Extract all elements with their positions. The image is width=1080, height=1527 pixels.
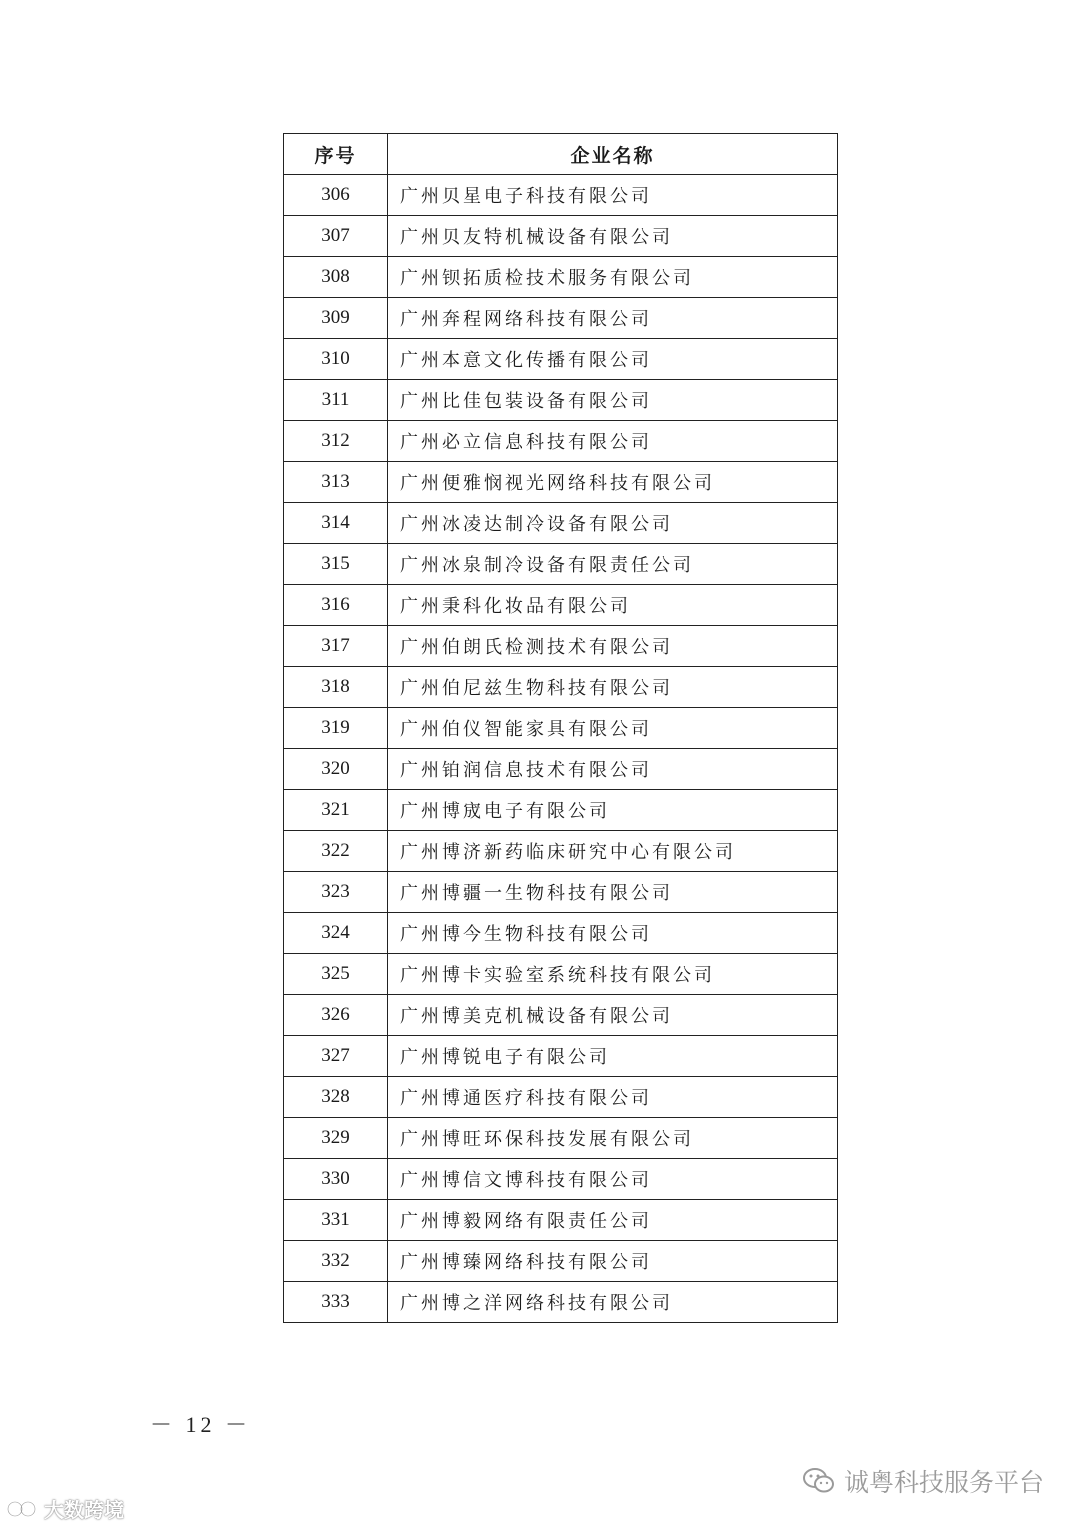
serial-number-cell: 332 [284, 1241, 388, 1282]
serial-number-cell: 326 [284, 995, 388, 1036]
corner-logo-text: 大数跨境 [44, 1498, 124, 1522]
table-row [284, 1200, 838, 1241]
serial-number-cell: 312 [284, 421, 388, 462]
table-row [284, 462, 838, 503]
table-row [284, 790, 838, 831]
serial-number-cell: 321 [284, 790, 388, 831]
table-row [284, 1282, 838, 1323]
enterprise-name-cell: 广州比佳包装设备有限公司 [388, 380, 838, 421]
serial-number-cell: 307 [284, 216, 388, 257]
serial-number-cell: 311 [284, 380, 388, 421]
serial-number-cell: 322 [284, 831, 388, 872]
table-row [284, 298, 838, 339]
enterprise-table [283, 133, 838, 1323]
serial-number-cell: 308 [284, 257, 388, 298]
table-row [284, 626, 838, 667]
enterprise-name-cell: 广州博毅网络有限责任公司 [388, 1200, 838, 1241]
watermark-text: 诚粤科技服务平台 [843, 1468, 1044, 1497]
watermark [802, 1463, 1044, 1499]
serial-number-cell: 328 [284, 1077, 388, 1118]
serial-number-cell: 318 [284, 667, 388, 708]
enterprise-name-cell: 广州贝星电子科技有限公司 [388, 175, 838, 216]
serial-number-cell: 310 [284, 339, 388, 380]
enterprise-name-cell: 广州贝友特机械设备有限公司 [388, 216, 838, 257]
serial-number-cell: 316 [284, 585, 388, 626]
table-row [284, 1118, 838, 1159]
enterprise-name-cell: 广州博疆一生物科技有限公司 [388, 872, 838, 913]
enterprise-name-cell: 广州博臻网络科技有限公司 [388, 1241, 838, 1282]
serial-number-cell: 314 [284, 503, 388, 544]
table-row [284, 667, 838, 708]
table-header-row [284, 134, 838, 175]
enterprise-name-cell: 广州钡拓质检技术服务有限公司 [388, 257, 838, 298]
table-row [284, 544, 838, 585]
enterprise-name-cell: 广州博卡实验室系统科技有限公司 [388, 954, 838, 995]
table-row [284, 503, 838, 544]
table-row [284, 339, 838, 380]
enterprise-name-cell: 广州博通医疗科技有限公司 [388, 1077, 838, 1118]
enterprise-name-cell: 广州冰凌达制冷设备有限公司 [388, 503, 838, 544]
header-serial-number: 序号 [284, 134, 388, 175]
enterprise-name-cell: 广州便雅悯视光网络科技有限公司 [388, 462, 838, 503]
serial-number-cell: 323 [284, 872, 388, 913]
enterprise-name-cell: 广州秉科化妆品有限公司 [388, 585, 838, 626]
table-row [284, 708, 838, 749]
table-row [284, 913, 838, 954]
table-row [284, 1036, 838, 1077]
serial-number-cell: 309 [284, 298, 388, 339]
enterprise-name-cell: 广州博旺环保科技发展有限公司 [388, 1118, 838, 1159]
serial-number-cell: 313 [284, 462, 388, 503]
enterprise-name-cell: 广州博锐电子有限公司 [388, 1036, 838, 1077]
table-row [284, 995, 838, 1036]
table-row [284, 1077, 838, 1118]
enterprise-name-cell: 广州伯尼兹生物科技有限公司 [388, 667, 838, 708]
enterprise-name-cell: 广州伯朗氏检测技术有限公司 [388, 626, 838, 667]
table-row [284, 585, 838, 626]
serial-number-cell: 325 [284, 954, 388, 995]
table-row [284, 421, 838, 462]
serial-number-cell: 320 [284, 749, 388, 790]
table-row [284, 954, 838, 995]
serial-number-cell: 329 [284, 1118, 388, 1159]
table-row [284, 1241, 838, 1282]
serial-number-cell: 327 [284, 1036, 388, 1077]
page-number: － 12 － [150, 1412, 252, 1437]
wechat-icon [802, 1466, 836, 1496]
enterprise-name-cell: 广州博宬电子有限公司 [388, 790, 838, 831]
table-row [284, 216, 838, 257]
table-row [284, 831, 838, 872]
serial-number-cell: 331 [284, 1200, 388, 1241]
enterprise-name-cell: 广州博信文博科技有限公司 [388, 1159, 838, 1200]
serial-number-cell: 333 [284, 1282, 388, 1323]
enterprise-name-cell: 广州铂润信息技术有限公司 [388, 749, 838, 790]
enterprise-name-cell: 广州博济新药临床研究中心有限公司 [388, 831, 838, 872]
table-row [284, 257, 838, 298]
corner-logo [6, 1494, 124, 1523]
serial-number-cell: 330 [284, 1159, 388, 1200]
serial-number-cell: 319 [284, 708, 388, 749]
enterprise-name-cell: 广州博今生物科技有限公司 [388, 913, 838, 954]
enterprise-name-cell: 广州奔程网络科技有限公司 [388, 298, 838, 339]
enterprise-name-cell: 广州博美克机械设备有限公司 [388, 995, 838, 1036]
enterprise-name-cell: 广州冰泉制冷设备有限责任公司 [388, 544, 838, 585]
serial-number-cell: 324 [284, 913, 388, 954]
enterprise-name-cell: 广州伯仪智能家具有限公司 [388, 708, 838, 749]
serial-number-cell: 306 [284, 175, 388, 216]
table-row [284, 175, 838, 216]
enterprise-name-cell: 广州博之洋网络科技有限公司 [388, 1282, 838, 1323]
enterprise-name-cell: 广州必立信息科技有限公司 [388, 421, 838, 462]
serial-number-cell: 317 [284, 626, 388, 667]
table-row [284, 749, 838, 790]
table-body [284, 175, 838, 1323]
table-row [284, 1159, 838, 1200]
header-enterprise-name: 企业名称 [388, 134, 838, 175]
dashuju-logo-icon [6, 1498, 40, 1520]
serial-number-cell: 315 [284, 544, 388, 585]
table-row [284, 872, 838, 913]
table-row [284, 380, 838, 421]
enterprise-name-cell: 广州本意文化传播有限公司 [388, 339, 838, 380]
